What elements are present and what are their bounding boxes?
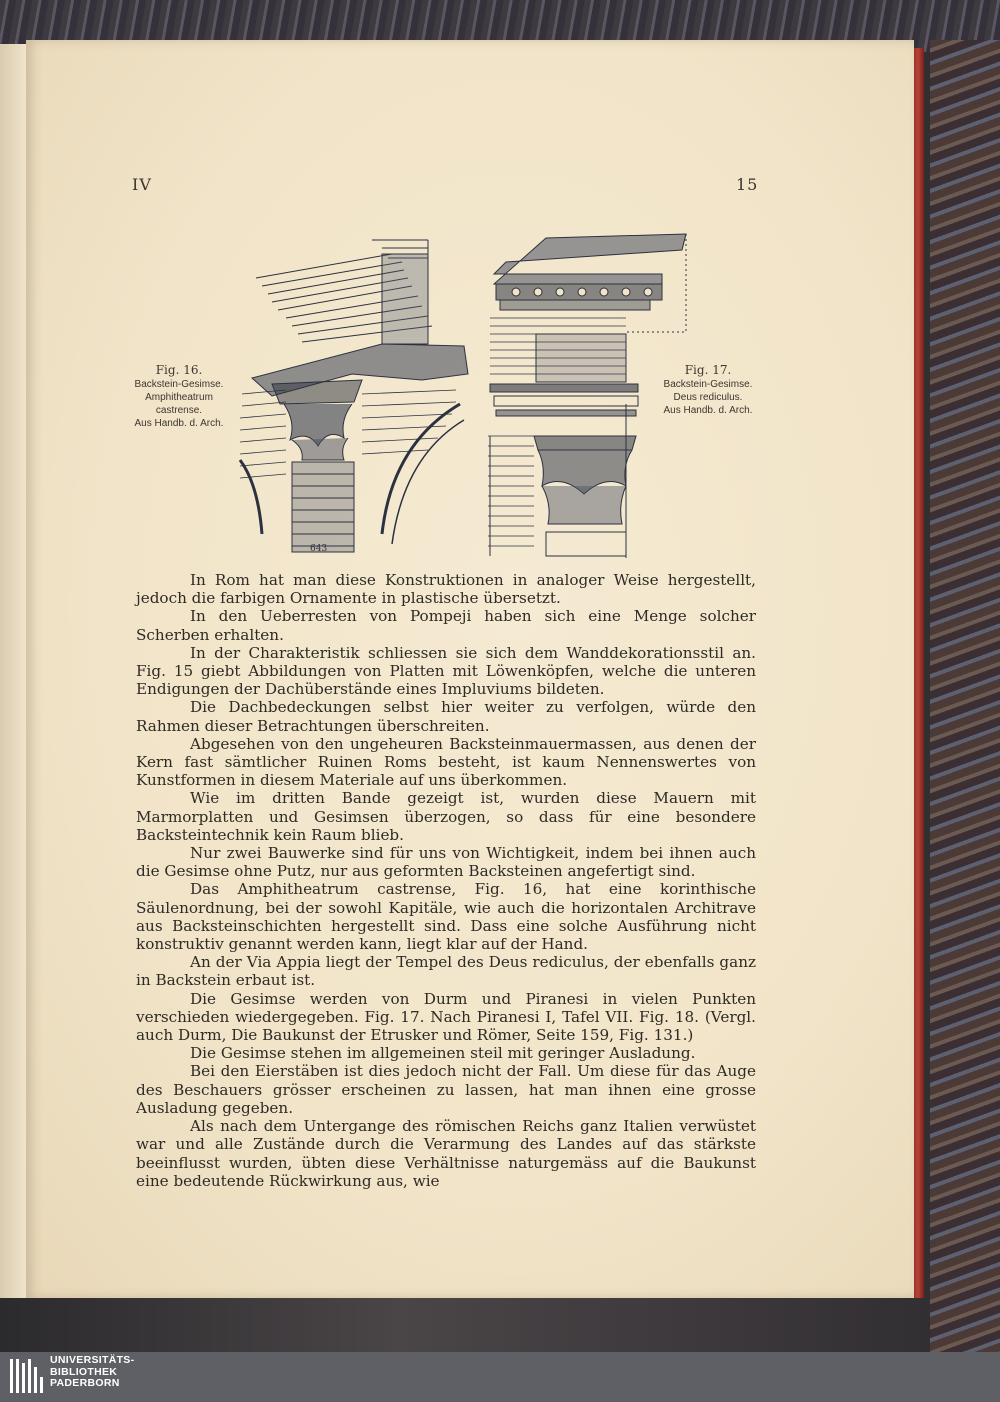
paragraph: Die Gesimse werden von Durm und Piranesi in vielen Punkten verschieden wiedergegeben. Fig. 17. Nach Piranesi I, Tafel VII. Fig. 18. (Vergl. auch Durm, Die Baukunst der Etrusker und Römer, Seite 159, Fig. 131.) — [136, 989, 756, 1045]
body-text — [136, 571, 756, 1190]
paragraph: In Rom hat man diese Konstruktionen in analoger Weise hergestellt, jedoch die farbigen Ornamente in plastische übersetzt. — [136, 571, 756, 608]
paragraph: Bei den Eierstäben ist dies jedoch nicht der Fall. Um diese für das Auge des Beschauers grösser erscheinen zu lassen, hat man ihnen eine grosse Ausladung gegeben. — [136, 1062, 756, 1117]
fig17-caption-line: Deus rediculus. — [673, 392, 743, 403]
paragraph: Die Dachbedeckungen selbst hier weiter zu verfolgen, würde den Rahmen dieser Betrachtungen überschreiten. — [136, 698, 756, 735]
paragraph: In den Ueberresten von Pompeji haben sich eine Menge solcher Scherben erhalten. — [136, 607, 756, 644]
fig16-drawing-mark: 643 — [310, 544, 328, 554]
page-number: 15 — [736, 175, 759, 194]
paragraph: Die Gesimse stehen im allgemeinen steil mit geringer Ausladung. — [190, 1044, 696, 1063]
fig16-label: Fig. 16. — [155, 363, 203, 377]
paragraph: Wie im dritten Bande gezeigt ist, wurden diese Mauern mit Marmorplatten und Gesimsen überzogen, so dass für eine besondere Backsteintechnik kein Raum blieb. — [136, 789, 756, 844]
fig17-caption-line: Backstein-Gesimse. — [663, 379, 753, 390]
library-logo-icon — [10, 1355, 44, 1397]
fig17-cornice-drawing — [486, 214, 692, 558]
fig16-caption-line: Amphitheatrum — [145, 392, 213, 403]
footer-bar — [0, 1352, 1000, 1402]
library-logo-text — [50, 1355, 134, 1390]
fig16-caption-line: castrense. — [155, 405, 203, 416]
paragraph: Als nach dem Untergange des römischen Reichs ganz Italien verwüstet war und alle Zustände durch die Verarmung des Landes auf das stärkste beeinflusst wurden, übten diese Verhältnisse naturgemäss auf die Baukunst eine bedeutende Rückwirkung aus, wie — [136, 1117, 756, 1190]
facing-page-edge — [0, 44, 27, 1298]
fig16-caption — [126, 363, 232, 430]
book-cover-right — [930, 40, 1000, 1352]
logo-line: BIBLIOTHEK — [50, 1365, 118, 1378]
fig16-caption-line: Aus Handb. d. Arch. — [134, 418, 224, 429]
paragraph: In der Charakteristik schliessen sie sich dem Wanddekorationsstil an. Fig. 15 giebt Abbildungen von Platten mit Löwenköpfen, welche die unteren Endigungen der Dachüberstände eines Impluviums bildeten. — [136, 643, 756, 699]
fig17-label: Fig. 17. — [684, 363, 732, 377]
chapter-number: IV — [132, 175, 152, 194]
paragraph: Das Amphitheatrum castrense, Fig. 16, hat eine korinthische Säulenordnung, bei der sowohl Kapitäle, wie auch die horizontalen Architrave aus Backsteinschichten hergestellt sind. Dass eine solche Ausführung nicht konstruktiv genannt werden kann, liegt klar auf der Hand. — [136, 880, 756, 954]
fig17-caption-line: Aus Handb. d. Arch. — [663, 405, 753, 416]
fig16-caption-line: Backstein-Gesimse. — [134, 379, 224, 390]
logo-line: PADERBORN — [50, 1377, 120, 1389]
paragraph: An der Via Appia liegt der Tempel des Deus rediculus, der ebenfalls ganz in Backstein erbaut ist. — [136, 953, 756, 990]
logo-line: UNIVERSITÄTS- — [50, 1354, 135, 1366]
fig16-cornice-drawing — [232, 234, 472, 560]
paragraph: Nur zwei Bauwerke sind für uns von Wichtigkeit, indem bei ihnen auch die Gesimse ohne Putz, nur aus geformten Backsteinen angefertigt sind. — [136, 844, 756, 881]
paragraph: Abgesehen von den ungeheuren Backsteinmauermassen, aus denen der Kern fast sämtlicher Ruinen Roms besteht, ist kaum Nennenswertes von Kunstformen in diesem Materiale auf uns überkommen. — [136, 734, 756, 790]
